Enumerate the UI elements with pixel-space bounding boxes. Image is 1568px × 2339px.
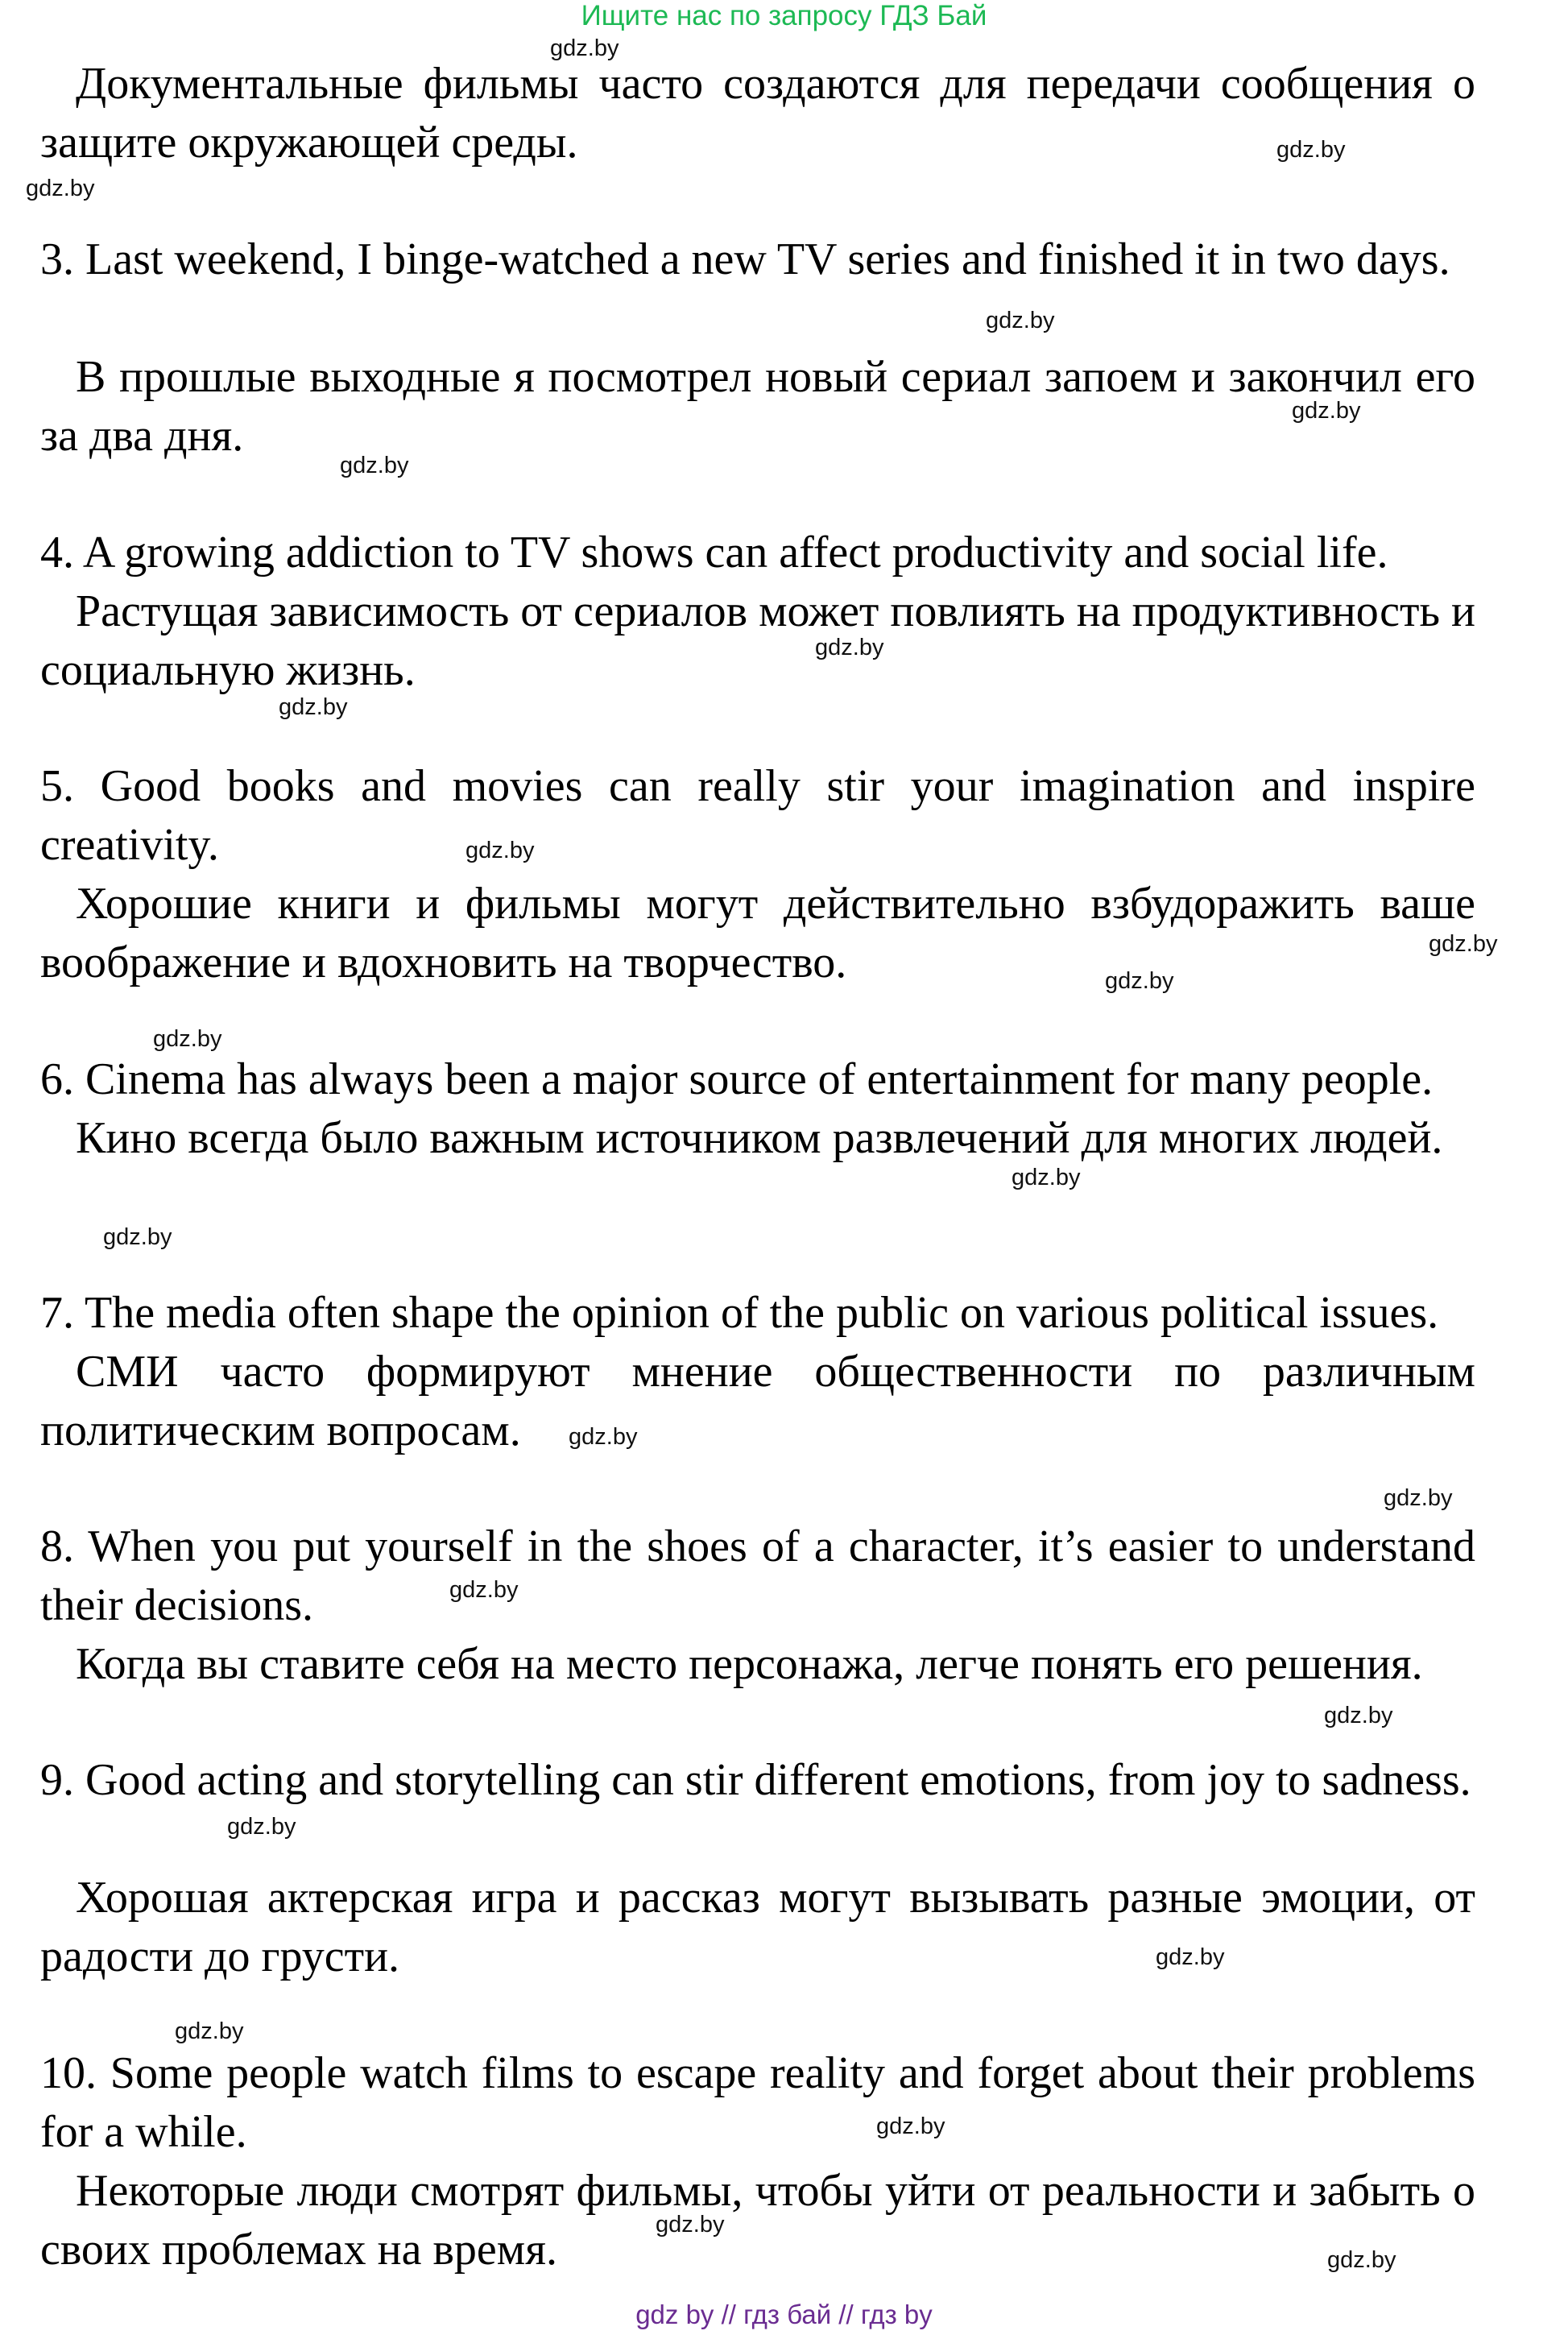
watermark: gdz.by xyxy=(279,694,348,720)
translation-9: Хорошая актерская игра и рассказ могут вызывать разные эмоции, от радости до грусти. xyxy=(40,1873,1475,1981)
translation-2: Документальные фильмы часто создаются для передачи сообщения о защите окружающей среды. xyxy=(40,59,1475,168)
translation-6: Кино всегда было важным источником развлечений для многих людей. xyxy=(76,1113,1443,1163)
watermark: gdz.by xyxy=(1156,1944,1225,1970)
sentence-7: 7. The media often shape the opinion of the public on various political issues. xyxy=(40,1288,1439,1338)
footer-links[interactable]: gdz by // гдз бай // гдз by xyxy=(635,2300,933,2329)
sentence-9: 9. Good acting and storytelling can stir different emotions, from joy to sadness. xyxy=(40,1755,1471,1805)
sentence-3: 3. Last weekend, I binge-watched a new TV series and finished it in two days. xyxy=(40,234,1450,284)
watermark: gdz.by xyxy=(175,2018,244,2044)
watermark: gdz.by xyxy=(1327,2247,1396,2273)
watermark: gdz.by xyxy=(1012,1165,1081,1190)
translation-3: В прошлые выходные я посмотрел новый сериал запоем и закончил его за два дня. xyxy=(40,352,1475,461)
watermark: gdz.by xyxy=(656,2212,725,2238)
watermark: gdz.by xyxy=(465,838,535,863)
watermark: gdz.by xyxy=(1105,968,1174,994)
watermark: gdz.by xyxy=(876,2113,945,2139)
watermark: gdz.by xyxy=(986,308,1055,333)
translation-8: Когда вы ставите себя на место персонажа, легче понять его решения. xyxy=(76,1639,1423,1689)
watermark: gdz.by xyxy=(1429,931,1498,957)
watermark: gdz.by xyxy=(815,635,884,660)
search-hint-banner: Ищите нас по запросу ГДЗ Бай xyxy=(581,0,987,31)
sentence-4: 4. A growing addiction to TV shows can affect productivity and social life. xyxy=(40,528,1388,578)
watermark: gdz.by xyxy=(26,176,95,201)
watermark: gdz.by xyxy=(340,453,409,478)
watermark: gdz.by xyxy=(449,1577,519,1603)
sentence-10: 10. Some people watch films to escape reality and forget about their problems for a while. xyxy=(40,2048,1475,2157)
translation-5: Хорошие книги и фильмы могут действительно взбудоражить ваше воображение и вдохновить на творчество. xyxy=(40,879,1475,987)
watermark: gdz.by xyxy=(1324,1703,1393,1728)
sentence-8: 8. When you put yourself in the shoes of a character, it’s easier to understand their decisions. xyxy=(40,1521,1475,1630)
translation-10: Некоторые люди смотрят фильмы, чтобы уйти от реальности и забыть о своих проблемах на время. xyxy=(40,2166,1475,2275)
watermark: gdz.by xyxy=(103,1224,172,1250)
watermark: gdz.by xyxy=(1384,1485,1453,1511)
translation-4: Растущая зависимость от сериалов может повлиять на продуктивность и социальную жизнь. xyxy=(40,586,1475,695)
watermark: gdz.by xyxy=(569,1424,638,1450)
watermark: gdz.by xyxy=(227,1814,296,1840)
watermark: gdz.by xyxy=(1292,398,1361,424)
watermark: gdz.by xyxy=(550,35,619,61)
sentence-5: 5. Good books and movies can really stir your imagination and inspire creativity. xyxy=(40,761,1475,870)
sentence-6: 6. Cinema has always been a major source of entertainment for many people. xyxy=(40,1054,1434,1104)
translation-7: СМИ часто формируют мнение общественности по различным политическим вопросам. xyxy=(40,1347,1475,1455)
watermark: gdz.by xyxy=(1276,137,1346,163)
watermark: gdz.by xyxy=(153,1026,222,1052)
